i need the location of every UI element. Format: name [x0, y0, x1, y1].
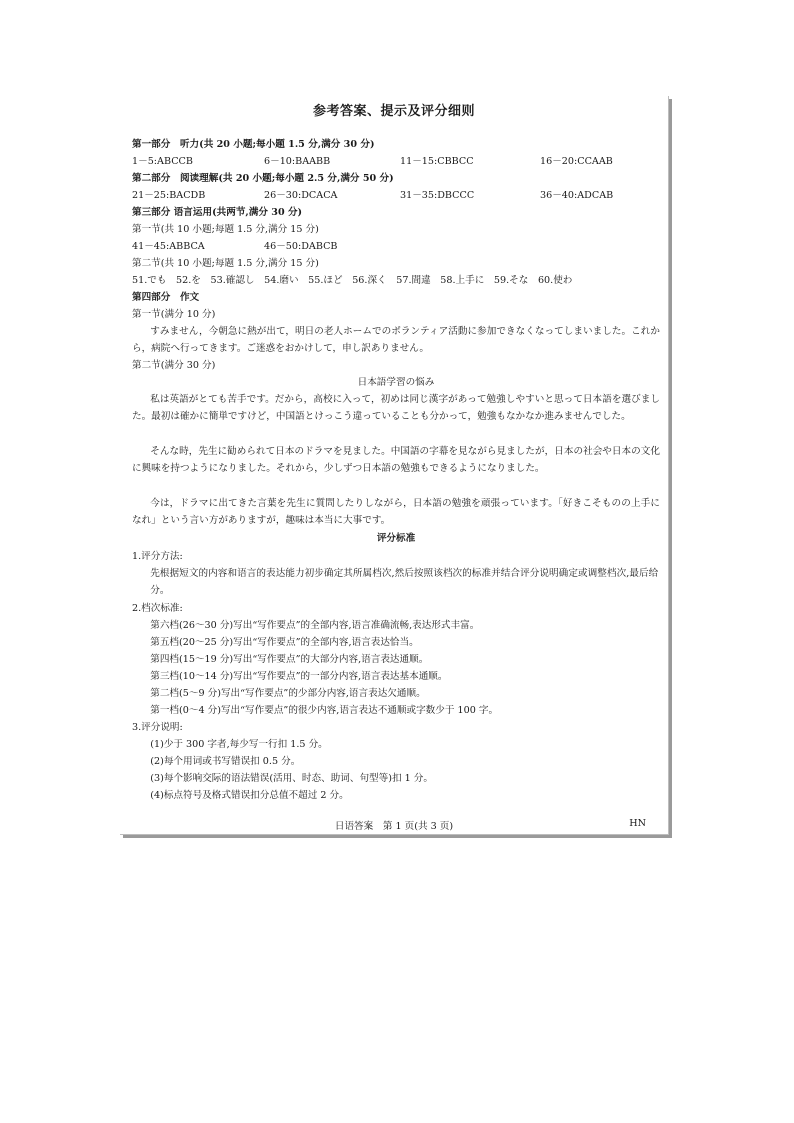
essay2-paragraph: 私は英語がとても苦手です。だから，高校に入って，初めは同じ漢字があって勉強しやすいと思って日本語を選びました。最初は確かに簡単ですけど，中国語とけっこう違っていることも分かって，勉強もなかなか進みませんでした。: [132, 394, 660, 423]
level-item: 第一档(0～4 分)写出“写作要点”的很少内容,语言表达不通顺或字数少于 100 字。: [150, 705, 499, 716]
answer-group: 31－35:DBCCC: [400, 190, 475, 201]
part3-section2-heading: 第二节(共 10 小题;每题 1.5 分,满分 15 分): [132, 258, 319, 269]
footer-code: HN: [629, 818, 646, 829]
essay2-paragraph: そんな時，先生に勧められて日本のドラマを見ました。中国語の字幕を見ながら見ましたが，日本の社会や日本の文化に興味を持つようになりました。それから，少しずつ日本語の勉強もできるようになりました。: [132, 446, 660, 475]
answer-group: 26－30:DCACA: [264, 190, 338, 201]
part2-heading: 第二部分 阅读理解(共 20 小题;每小题 2.5 分,满分 50 分): [132, 173, 394, 184]
part3-heading: 第三部分 语言运用(共两节,满分 30 分): [132, 207, 303, 218]
essay2-paragraph: 今は，ドラマに出てきた言葉を先生に質問したりしながら，日本語の勉強を頑張っています。「好きこそものの上手になれ」という言い方がありますが，趣味は本当に大事です。: [132, 498, 660, 527]
essay1-text: すみません，今朝急に熱が出て，明日の老人ホームでのボランティア活動に参加できなくなってしまいました。これから，病院へ行ってきます。ご迷惑をおかけして，申し訳ありません。: [132, 326, 660, 355]
footer-page-number: 日语答案 第 1 页(共 3 页): [334, 821, 454, 832]
level-item: 第二档(5～9 分)写出“写作要点”的少部分内容,语言表达欠通顺。: [150, 688, 426, 699]
answer-group: 46－50:DABCB: [264, 241, 338, 252]
part4-section2-heading: 第二节(满分 30 分): [132, 360, 216, 371]
criteria-method-title: 1.评分方法:: [132, 551, 183, 562]
criteria-method-text: 先根据短文的内容和语言的表达能力初步确定其所属档次,然后按照该档次的标准并结合评分说明确定或调整档次,最后给分。: [150, 568, 659, 597]
part1-heading: 第一部分 听力(共 20 小题;每小题 1.5 分,满分 30 分): [132, 139, 375, 150]
page-title: 参考答案、提示及评分细则: [312, 104, 475, 119]
answer-group: 41－45:ABBCA: [132, 241, 205, 252]
level-item: 第五档(20～25 分)写出“写作要点”的全部内容,语言表达恰当。: [150, 637, 419, 648]
level-item: 第六档(26～30 分)写出“写作要点”的全部内容,语言准确流畅,表达形式丰富。: [150, 620, 480, 631]
note-item: (4)标点符号及格式错误扣分总值不超过 2 分。: [150, 790, 349, 801]
level-item: 第三档(10～14 分)写出“写作要点”的一部分内容,语言表达基本通顺。: [150, 671, 448, 682]
answer-group: 6－10:BAABB: [264, 156, 331, 167]
answer-group: 21－25:BACDB: [132, 190, 206, 201]
part3-section1-heading: 第一节(共 10 小题;每题 1.5 分,满分 15 分): [132, 224, 319, 235]
note-item: (3)每个影响交际的语法错误(活用、时态、助词、句型等)扣 1 分。: [150, 773, 433, 784]
note-item: (1)少于 300 字者,每少写一行扣 1.5 分。: [150, 739, 328, 750]
criteria-heading: 评分标准: [376, 533, 416, 544]
criteria-levels-title: 2.档次标准:: [132, 603, 183, 614]
essay-title: 日本語学習の悩み: [357, 377, 435, 388]
answer-group: 36－40:ADCAB: [540, 190, 614, 201]
criteria-notes-title: 3.评分说明:: [132, 722, 183, 733]
part4-heading: 第四部分 作文: [132, 292, 200, 303]
answer-group: 1－5:ABCCB: [132, 156, 193, 167]
answer-group: 11－15:CBBCC: [400, 156, 474, 167]
answer-group: 51.でも 52.を 53.確認し 54.磨い 55.ほど 56.深く 57.間違 58.上手に 59.そな 60.使わ: [132, 275, 573, 286]
answer-group: 16－20:CCAAB: [540, 156, 613, 167]
note-item: (2)每个用词或书写错误扣 0.5 分。: [150, 756, 301, 767]
part4-section1-heading: 第一节(满分 10 分): [132, 309, 216, 320]
answer-sheet: [120, 96, 669, 835]
level-item: 第四档(15～19 分)写出“写作要点”的大部分内容,语言表达通顺。: [150, 654, 429, 665]
